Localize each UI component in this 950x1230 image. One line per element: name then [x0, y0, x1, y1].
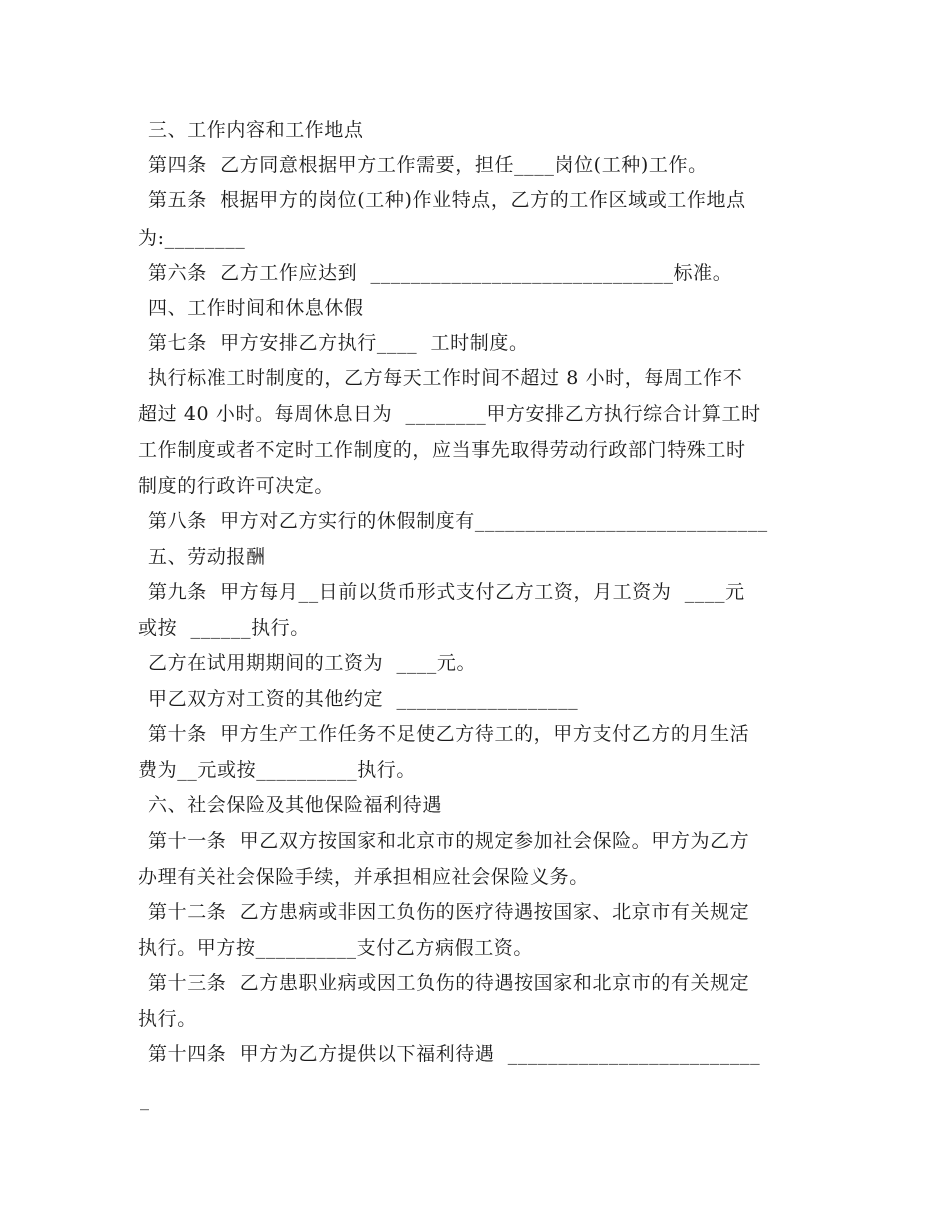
article-10-line-2: 费为__元或按__________执行。: [138, 759, 417, 781]
article-7-para-line-2: 超过 40 小时。每周休息日为 ________甲方安排乙方执行综合计算工时: [138, 403, 761, 425]
article-12-line-2: 执行。甲方按__________支付乙方病假工资。: [138, 937, 534, 959]
article-9-line-1: 第九条 甲方每月__日前以货币形式支付乙方工资，月工资为 ____元: [148, 581, 745, 603]
article-8: 第八条 甲方对乙方实行的休假制度有_____________________________: [148, 510, 768, 532]
article-11-line-2: 办理有关社会保险手续，并承担相应社会保险义务。: [138, 866, 589, 888]
probation-salary: 乙方在试用期期间的工资为 ____元。: [148, 652, 477, 674]
article-14: 第十四条 甲方为乙方提供以下福利待遇 _________________________: [148, 1043, 761, 1065]
article-13-line-1: 第十三条 乙方患职业病或因工负伤的待遇按国家和北京市的有关规定: [148, 972, 750, 994]
section-heading-6: 六、社会保险及其他保险福利待遇: [148, 794, 443, 816]
article-11-line-1: 第十一条 甲乙双方按国家和北京市的规定参加社会保险。甲方为乙方: [148, 830, 750, 852]
article-5-line-1: 第五条 根据甲方的岗位(工种)作业特点，乙方的工作区域或工作地点: [148, 189, 746, 211]
article-7-para-line-4: 制度的行政许可决定。: [138, 475, 335, 497]
article-7-para-line-3: 工作制度或者不定时工作制度的，应当事先取得劳动行政部门特殊工时: [138, 439, 746, 461]
article-9-line-2: 或按 ______执行。: [138, 617, 310, 639]
article-7: 第七条 甲方安排乙方执行____ 工时制度。: [148, 332, 529, 354]
section-heading-4: 四、工作时间和休息休假: [148, 297, 364, 319]
section-heading-3: 三、工作内容和工作地点: [148, 119, 364, 141]
trailing-underscore: _: [140, 1090, 149, 1111]
article-6: 第六条 乙方工作应达到 ______________________________标准。: [148, 262, 733, 284]
article-7-para-line-1: 执行标准工时制度的，乙方每天工作时间不超过 8 小时，每周工作不: [148, 367, 743, 389]
article-5-line-2: 为:________: [138, 227, 246, 249]
other-salary-terms: 甲乙双方对工资的其他约定 __________________: [148, 688, 579, 710]
article-4: 第四条 乙方同意根据甲方工作需要，担任____岗位(工种)工作。: [148, 154, 708, 176]
article-10-line-1: 第十条 甲方生产工作任务不足使乙方待工的，甲方支付乙方的月生活: [148, 723, 750, 745]
article-13-line-2: 执行。: [138, 1008, 197, 1030]
section-heading-5: 五、劳动报酬: [148, 546, 266, 568]
article-12-line-1: 第十二条 乙方患病或非因工负伤的医疗待遇按国家、北京市有关规定: [148, 901, 750, 923]
